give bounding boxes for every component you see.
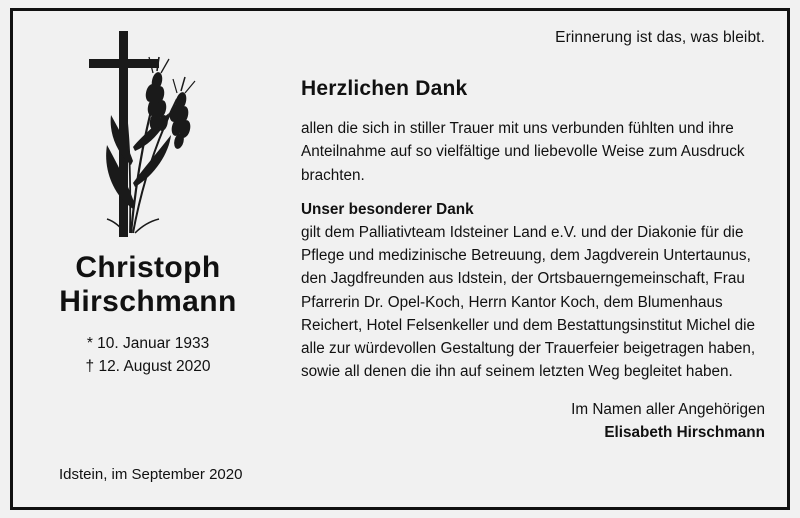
left-column (13, 11, 283, 507)
thanks-title: Herzlichen Dank (301, 77, 468, 100)
deceased-name-block (13, 251, 283, 379)
deceased-last-name: Hirschmann (59, 284, 237, 318)
cross-with-wheat-ears-icon (73, 19, 233, 249)
deceased-first-name: Christoph (75, 251, 221, 284)
obituary-card (10, 8, 790, 510)
right-column (301, 77, 771, 398)
thanks-intro-text: allen die sich in stiller Trauer mit uns verbunden fühlten und ihre Anteilnahme auf so vielfältige und liebevolle Weise zum Ausdruck brachten. (301, 120, 745, 184)
place-and-date: Idstein, im September 2020 (59, 466, 243, 483)
card-inner (13, 11, 787, 507)
closing-block (571, 398, 765, 445)
closing-line-family: Im Namen aller Angehörigen (571, 400, 765, 418)
special-thanks-text: gilt dem Palliativteam Idsteiner Land e.V. und der Diakonie für die Pflege und medizinische Betreuung, dem Jagdverein Untertaunus, den Jagdfreunden aus Idstein, der Ortsbauerngemeinschaft, Frau Pfarrerin Dr. Opel-Koch, Herrn Kantor Koch, dem Blumenhaus Reichert, Hotel Felsenkeller und dem Bestattungsinstitut Michel die alle zur würdevollen Gestaltung der Trauerfeier beigetragen haben, sowie all denen die ihn auf seinem letzten Weg begleitet haben. (301, 223, 756, 381)
closing-signature-name: Elisabeth Hirschmann (604, 424, 765, 442)
death-date: † 12. August 2020 (85, 358, 211, 376)
birth-date: * 10. Januar 1933 (86, 335, 210, 353)
special-thanks-title: Unser besonderer Dank (301, 200, 474, 218)
deceased-dates (13, 332, 283, 379)
motto-text: Erinnerung ist das, was bleibt. (555, 29, 765, 46)
